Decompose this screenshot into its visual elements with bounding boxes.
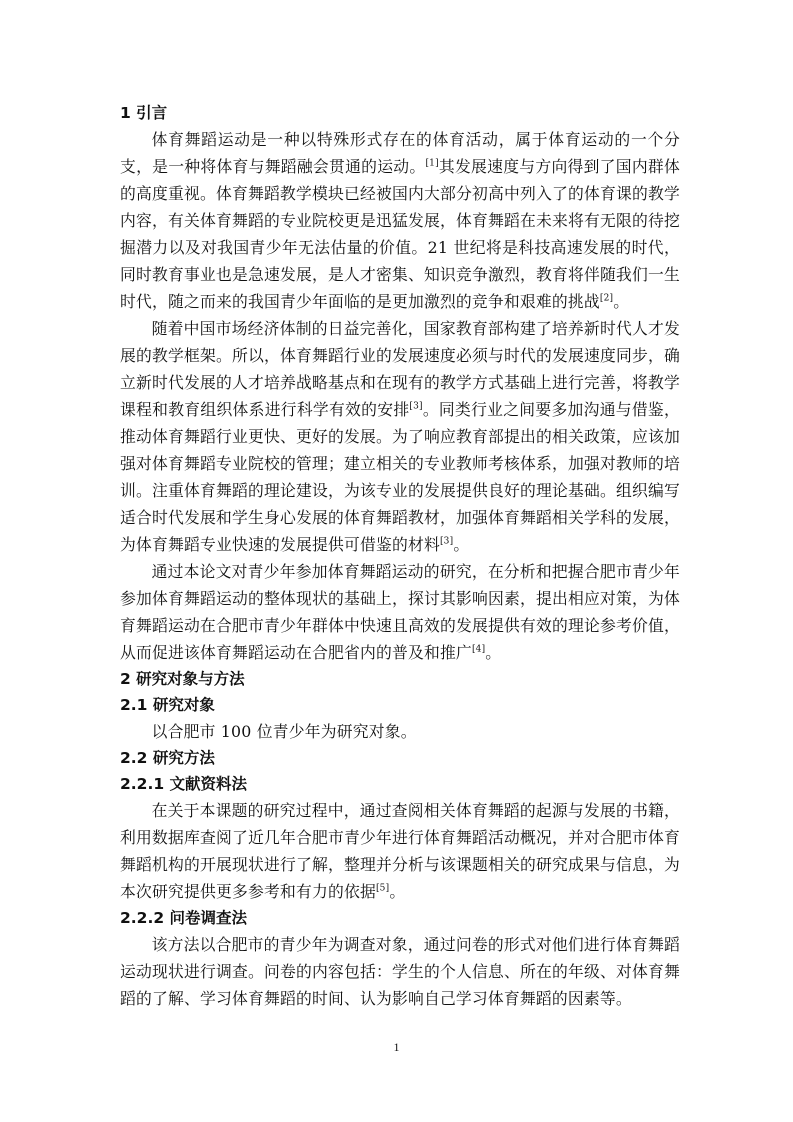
section-heading-2-2-1: 2.2.1 文献资料法 bbox=[120, 775, 248, 793]
section-heading-2-2-2: 2.2.2 问卷调查法 bbox=[120, 909, 248, 927]
section-2-2-1-paragraph bbox=[120, 797, 680, 905]
citation-ref[interactable]: [4] bbox=[471, 644, 486, 655]
intro-paragraph-1 bbox=[120, 126, 680, 315]
citation-ref[interactable]: [3] bbox=[439, 536, 454, 547]
text-run: 。 bbox=[389, 882, 406, 901]
section-heading-intro: 1 引言 bbox=[120, 104, 168, 122]
text-run: 通过本论文对青少年参加体育舞蹈运动的研究，在分析和把握合肥市青少年参加体育舞蹈运动的整体现状的基础上，探讨其影响因素，提出相应对策，为体育舞蹈运动在合肥市青少年群体中快速且高效的发展提供有效的理论参考价值，从而促进该体育舞蹈运动在合肥省内的普及和推广 bbox=[120, 562, 680, 662]
text-run: 其发展速度与方向得到了国内群体的高度重视。体育舞蹈教学模块已经被国内大部分初高中列入了的体育课的教学内容，有关体育舞蹈的专业院校更是迅猛发展，体育舞蹈在未来将有无限的待挖掘潜力以及对我国青少年无法估量的价值。21 世纪将是科技高速发展的时代，同时教育事业也是急速发展，是人才密集、知识竞争激烈，教育将伴随我们一生时代，随之而来的我国青少年面临的是更加激烈的竞争和艰难的挑战 bbox=[120, 157, 680, 311]
page-number: 1 bbox=[393, 1040, 400, 1054]
section-heading-2: 2 研究对象与方法 bbox=[120, 670, 245, 688]
citation-ref[interactable]: [1] bbox=[425, 158, 439, 169]
citation-ref[interactable]: [3] bbox=[409, 401, 423, 412]
document-page bbox=[120, 100, 680, 1012]
text-run: 。同类行业之间要多加沟通与借鉴，推动体育舞蹈行业更快、更好的发展。为了响应教育部提出的相关政策，应该加强对体育舞蹈专业院校的管理；建立相关的专业教师考核体系，加强对教师的培训。注重体育舞蹈的理论建设，为该专业的发展提供良好的理论基础。组织编写适合时代发展和学生身心发展的体育舞蹈教材，加强体育舞蹈相关学科的发展，为体育舞蹈专业快速的发展提供可借鉴的材料 bbox=[120, 400, 681, 554]
citation-ref[interactable]: [2] bbox=[599, 293, 614, 304]
text-run: 。 bbox=[453, 535, 470, 554]
section-heading-2-1: 2.1 研究对象 bbox=[120, 696, 215, 714]
section-2-1-paragraph: 以合肥市 100 位青少年为研究对象。 bbox=[151, 722, 417, 741]
text-run: 在关于本课题的研究过程中，通过查阅相关体育舞蹈的起源与发展的书籍，利用数据库查阅了近几年合肥市青少年进行体育舞蹈活动概况，并对合肥市体育舞蹈机构的开展现状进行了解，整理并分析与该课题相关的研究成果与信息，为本次研究提供更多参考和有力的依据 bbox=[120, 801, 680, 901]
citation-ref[interactable]: [5] bbox=[375, 883, 390, 894]
section-2-2-2-paragraph: 该方法以合肥市的青少年为调查对象，通过问卷的形式对他们进行体育舞蹈运动现状进行调查。问卷的内容包括：学生的个人信息、所在的年级、对体育舞蹈的了解、学习体育舞蹈的时间、认为影响自己学习体育舞蹈的因素等。 bbox=[120, 935, 680, 1008]
text-run: 。 bbox=[613, 292, 630, 311]
text-run: 。 bbox=[485, 643, 502, 662]
section-heading-2-2: 2.2 研究方法 bbox=[120, 749, 215, 767]
intro-paragraph-3 bbox=[120, 558, 680, 666]
text-run: 体育舞蹈运动是一种以特殊形式存在的体育活动，属于体育运动的一个分支，是一种将体育与舞蹈融会贯通的运动。 bbox=[120, 130, 680, 176]
intro-paragraph-2 bbox=[120, 315, 680, 558]
text-run: 随着中国市场经济体制的日益完善化，国家教育部构建了培养新时代人才发展的教学框架。所以，体育舞蹈行业的发展速度必须与时代的发展速度同步，确立新时代发展的人才培养战略基点和在现有的教学方式基础上进行完善，将教学课程和教育组织体系进行科学有效的安排 bbox=[120, 319, 680, 419]
